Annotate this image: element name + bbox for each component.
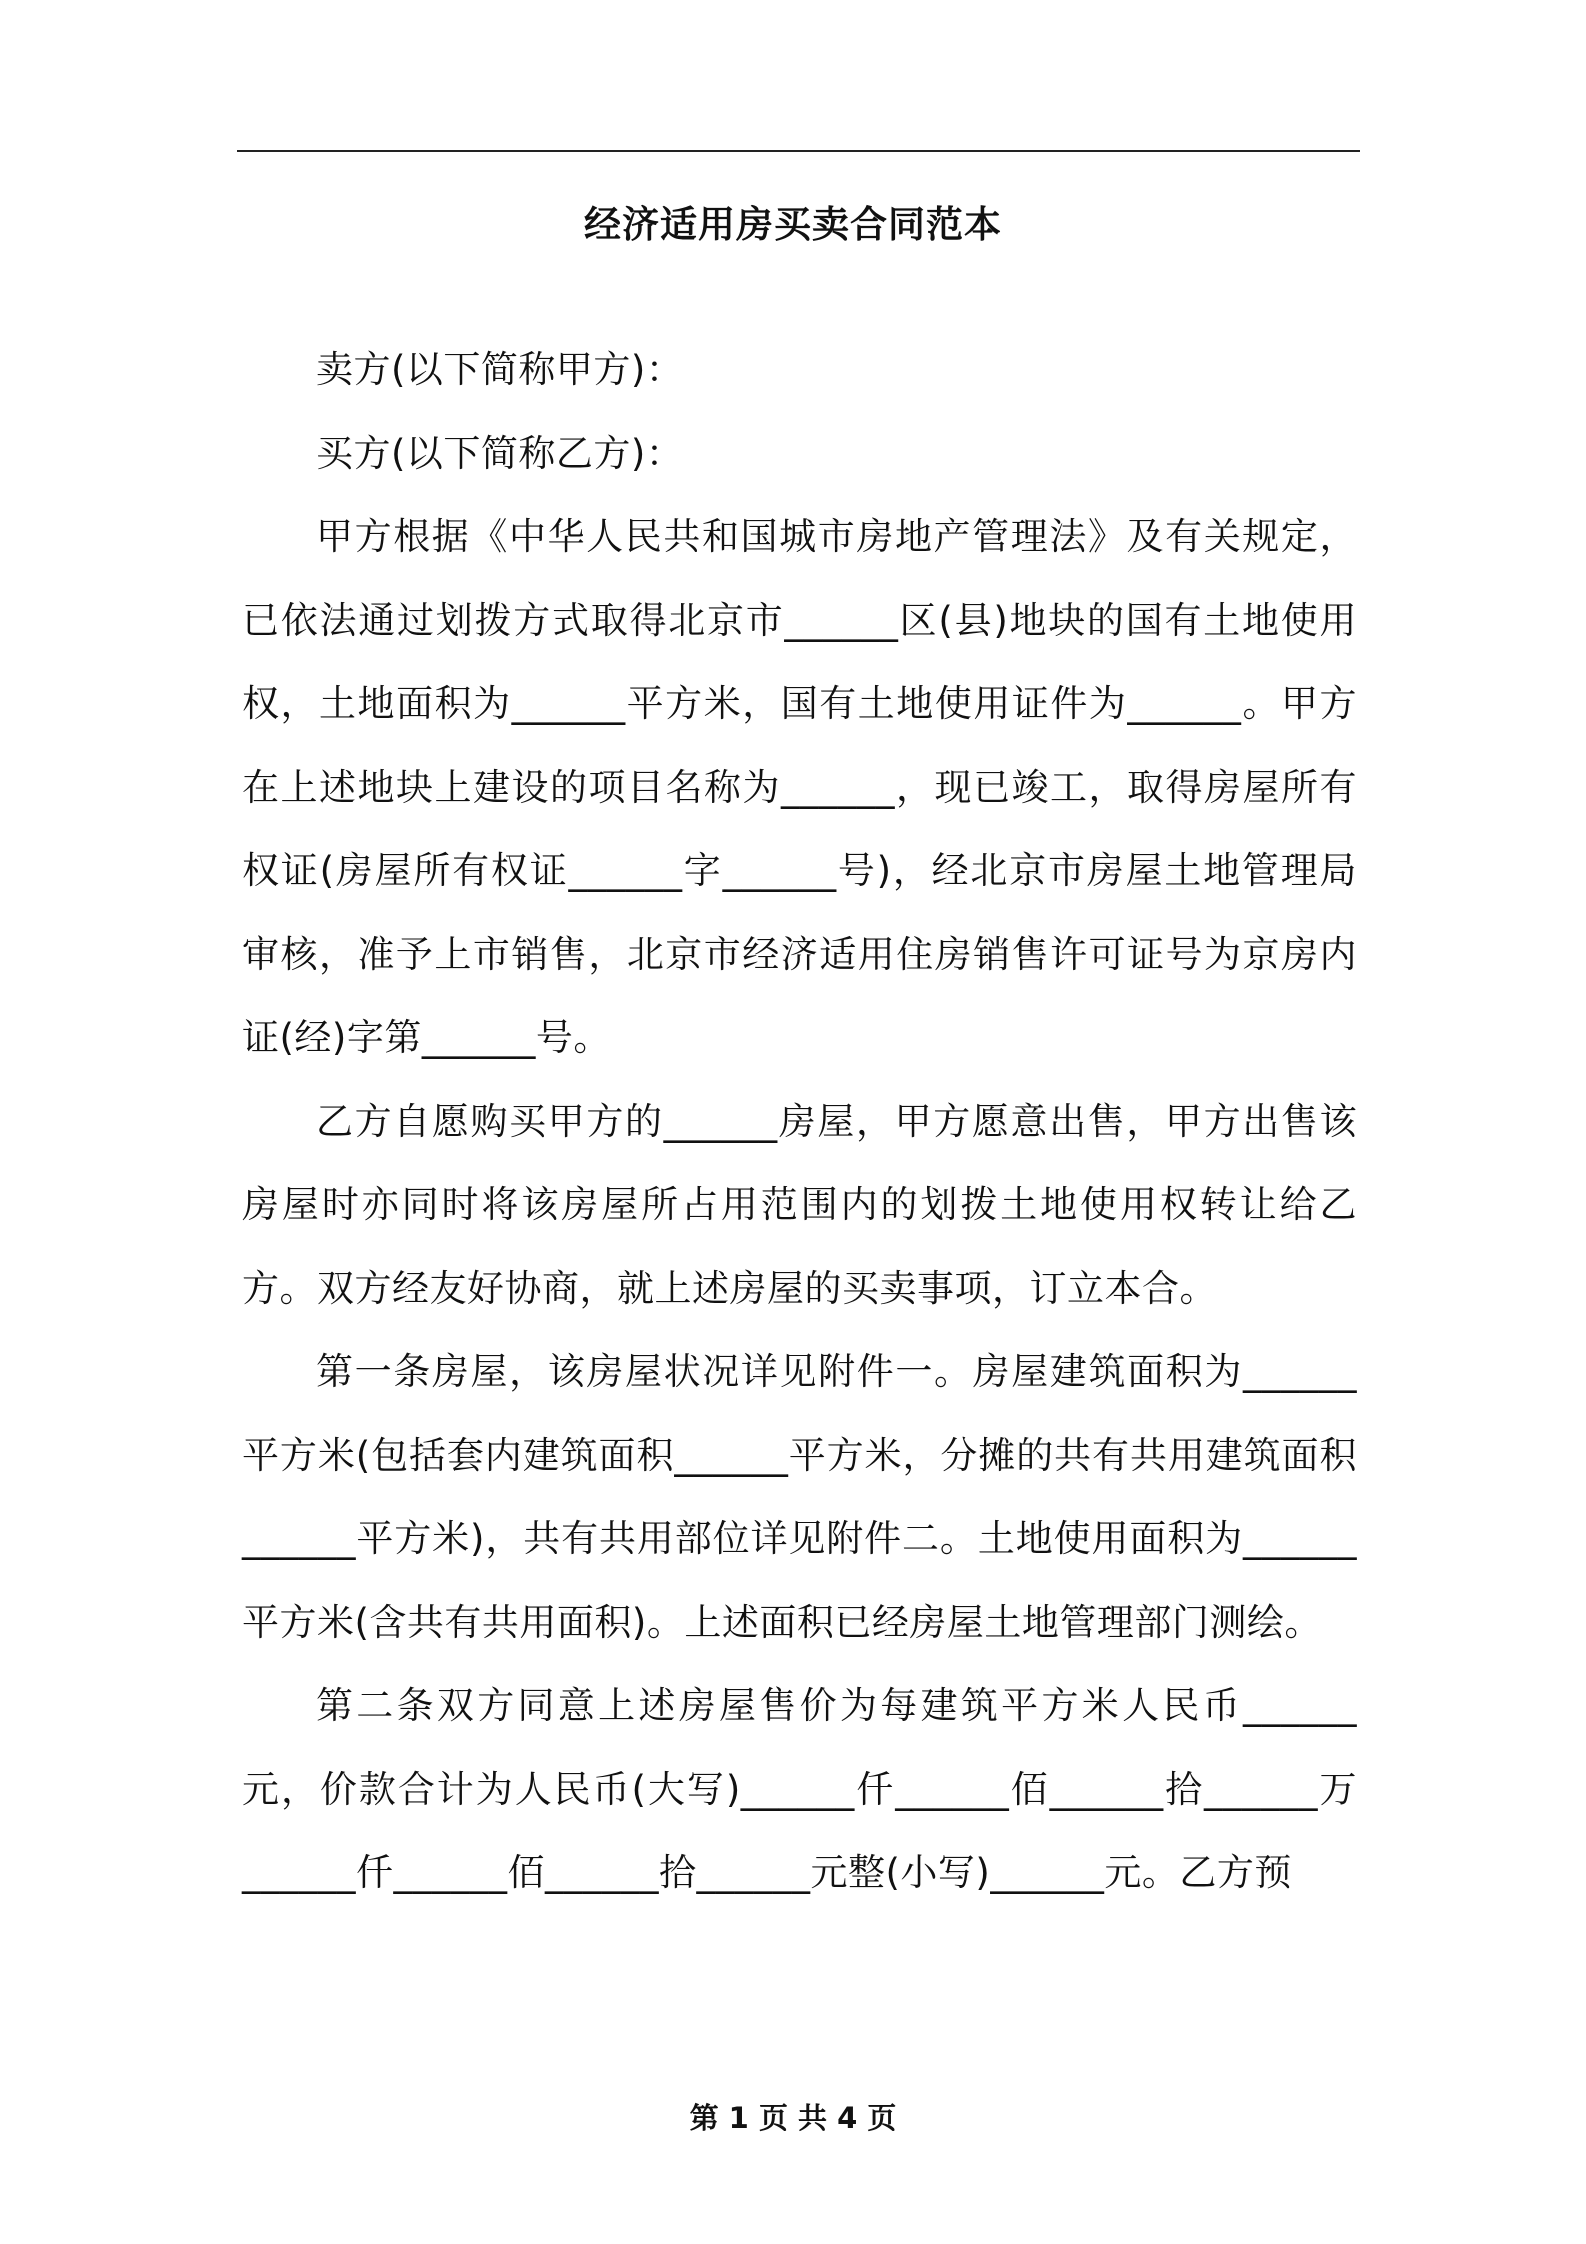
agreement-paragraph: 乙方自愿购买甲方的______房屋，甲方愿意出售，甲方出售该房屋时亦同时将该房屋所占用范围内的划拨土地使用权转让给乙方。双方经友好协商，就上述房屋的买卖事项，订立本合。	[242, 1099, 1357, 1310]
article-1-paragraph: 第一条房屋，该房屋状况详见附件一。房屋建筑面积为______平方米(包括套内建筑面积______平方米，分摊的共有共用建筑面积______平方米)，共有共用部位详见附件二。土地使用面积为______平方米(含共有共用面积)。上述面积已经房屋土地管理部门测绘。	[242, 1350, 1357, 1644]
page-number: 第 1 页 共 4 页	[689, 2101, 897, 2135]
article-2-paragraph: 第二条双方同意上述房屋售价为每建筑平方米人民币______元，价款合计为人民币(大写)______仟______佰______拾______万______仟______佰______拾______元整(小写)______元。乙方预	[242, 1684, 1357, 1894]
preamble-paragraph: 甲方根据《中华人民共和国城市房地产管理法》及有关规定，已依法通过划拨方式取得北京市______区(县)地块的国有土地使用权，土地面积为______平方米，国有土地使用证件为______。甲方在上述地块上建设的项目名称为______，现已竣工，取得房屋所有权证(房屋所有权证______字______号)，经北京市房屋土地管理局审核，准予上市销售，北京市经济适用住房销售许可证号为京房内证(经)字第______号。	[242, 515, 1357, 1059]
header-rule	[237, 150, 1360, 152]
buyer-line: 买方(以下简称乙方)：	[316, 431, 684, 475]
seller-line: 卖方(以下简称甲方)：	[316, 348, 684, 391]
document-title: 经济适用房买卖合同范本	[584, 203, 1002, 246]
document-body	[242, 328, 1357, 1915]
